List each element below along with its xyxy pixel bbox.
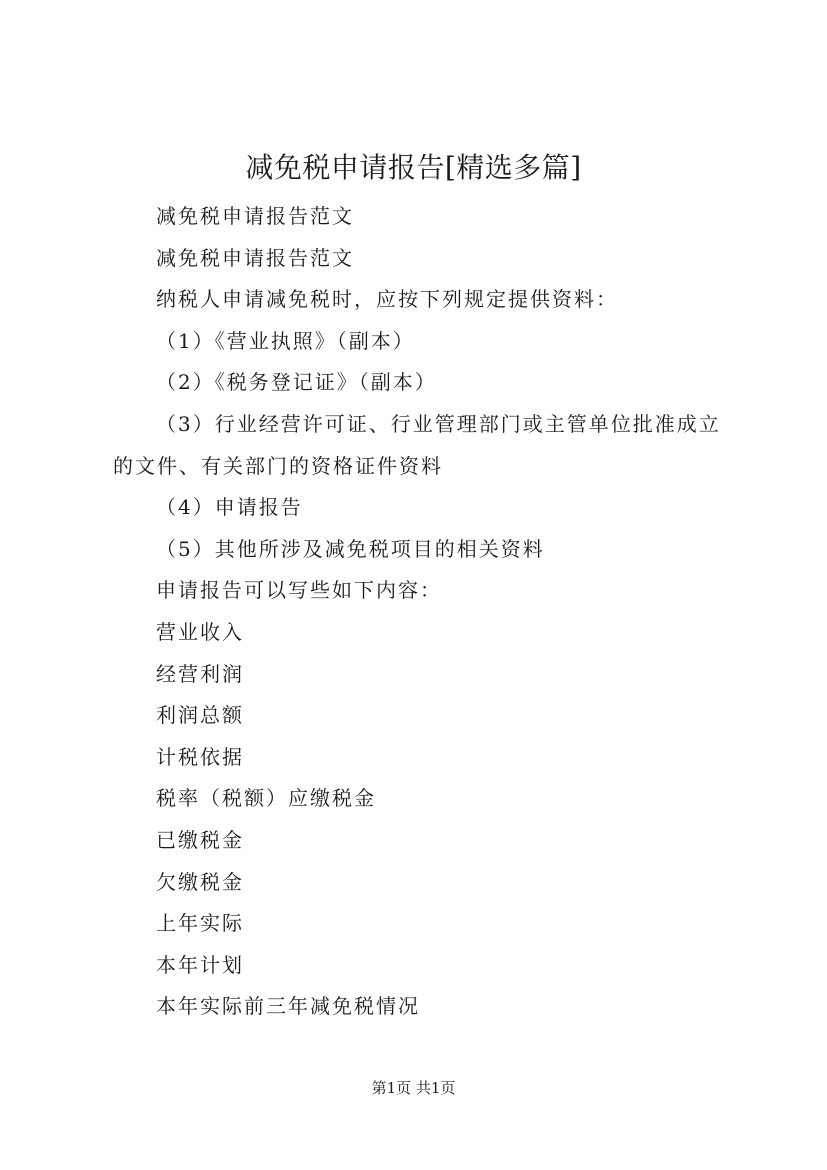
content-item: 利润总额 <box>156 703 244 728</box>
page-footer: 第1页 共1页 <box>371 1079 456 1097</box>
content-item: 营业收入 <box>156 619 244 644</box>
document-title: 减免税申请报告[精选多篇] <box>245 151 582 184</box>
content-item: 已缴税金 <box>156 827 244 852</box>
paragraph: 申请报告可以写些如下内容： <box>156 578 442 603</box>
content-item: 本年计划 <box>156 952 244 977</box>
paragraph: 纳税人申请减免税时，应按下列规定提供资料： <box>156 287 618 312</box>
content-item: 上年实际 <box>156 911 244 936</box>
content-item: 欠缴税金 <box>156 869 244 894</box>
list-item: （2）《税务登记证》（副本） <box>156 370 437 395</box>
list-item: （5）其他所涉及减免税项目的相关资料 <box>156 536 545 561</box>
list-item: （1）《营业执照》（副本） <box>156 328 415 353</box>
paragraph: 减免税申请报告范文 <box>156 204 354 228</box>
document-body <box>113 196 733 1028</box>
paragraph: 减免税申请报告范文 <box>156 245 354 270</box>
content-item: 本年实际前三年减免税情况 <box>156 994 420 1019</box>
content-item: 计税依据 <box>156 744 244 769</box>
list-item: （4）申请报告 <box>156 495 303 520</box>
content-item: 经营利润 <box>156 661 244 686</box>
content-item: 税率（税额）应缴税金 <box>156 786 376 811</box>
list-item: （3）行业经营许可证、行业管理部门或主管单位批准成立的文件、有关部门的资格证件资料 <box>113 411 721 478</box>
